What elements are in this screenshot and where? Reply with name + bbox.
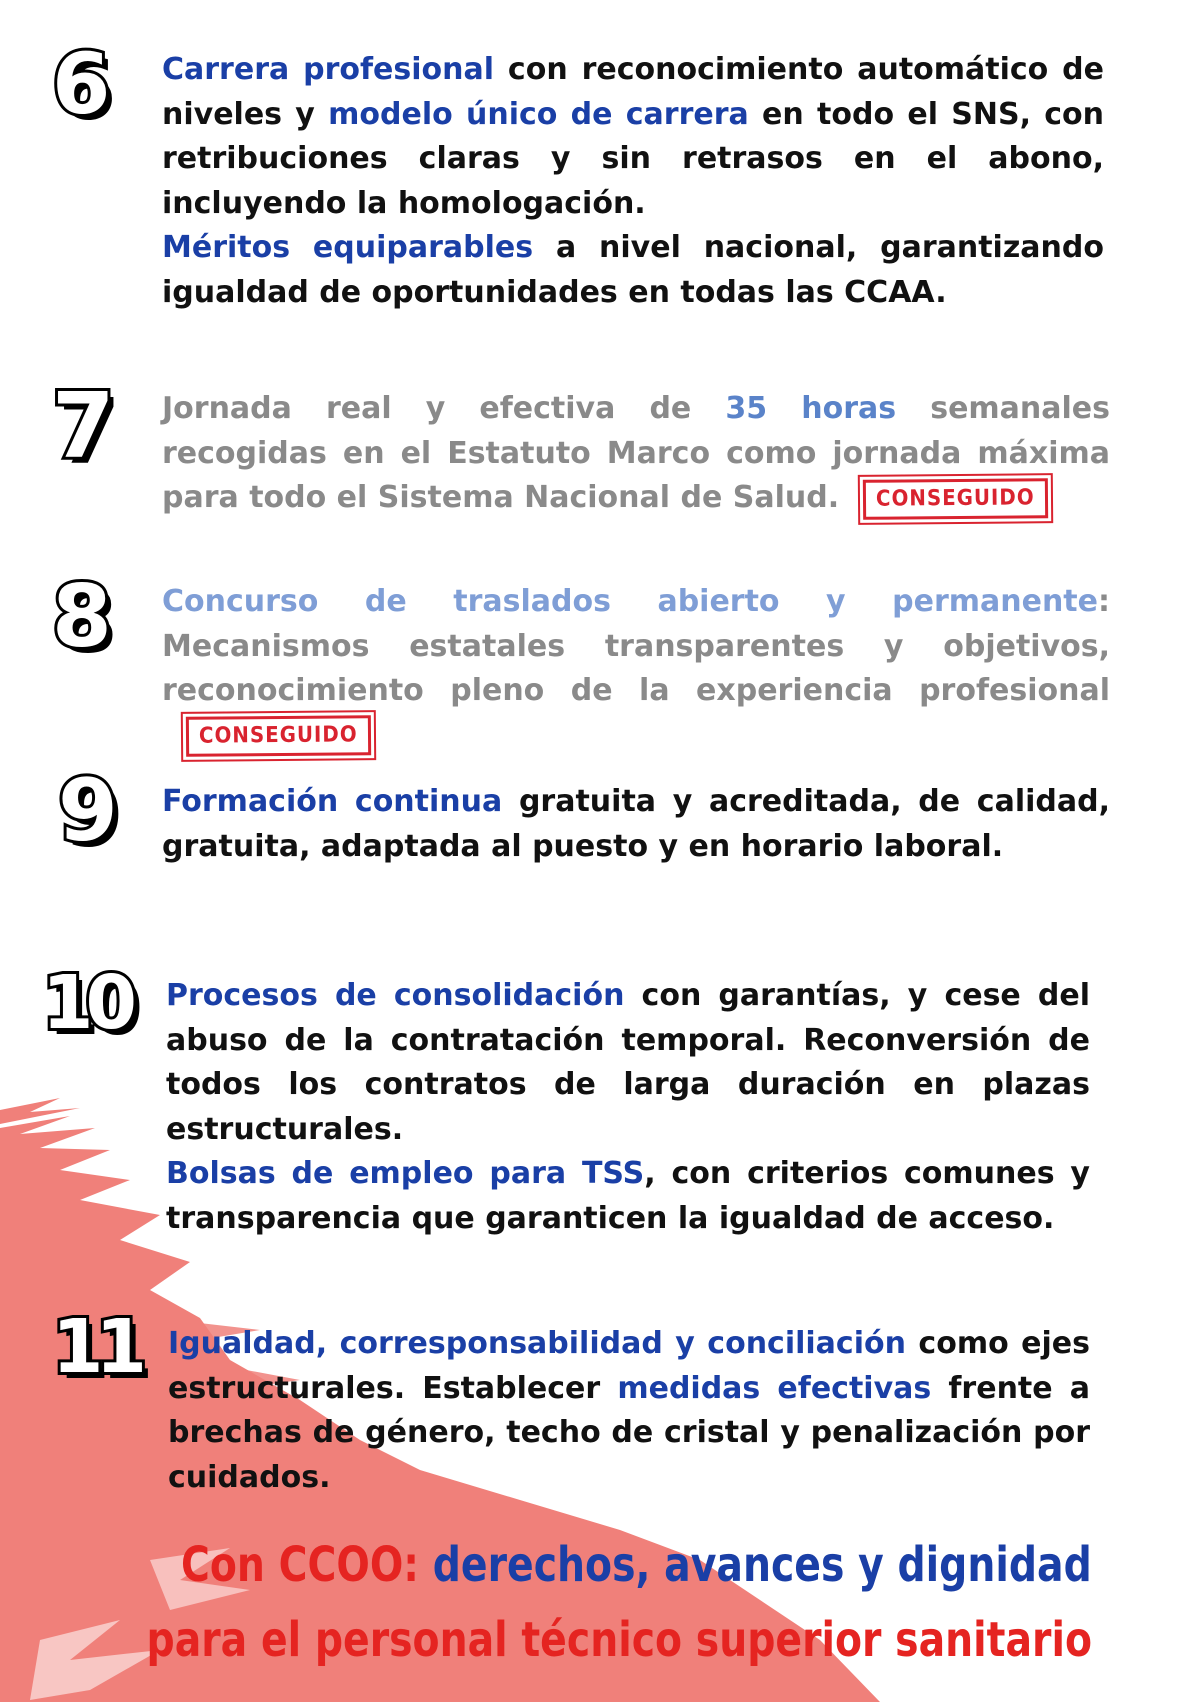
item-number: 10 [42,960,129,1046]
highlight-text: Formación continua [162,784,503,819]
body-text: frente a brechas de género, techo de cristal y penalización por cuidados. [168,1370,1090,1495]
body-text: como ejes estructurales. Establecer [168,1326,1090,1406]
item-number: 7 [52,374,115,479]
conseguido-stamp: CONSEGUIDO [863,478,1048,520]
body-text: con garantías, y cese del abuso de la contratación temporal. Reconversión de todos los contratos de larga duración en plazas estructurales. [166,978,1090,1147]
item-number: 6 [52,35,111,133]
item-text [162,387,1110,521]
item-number: 11 [52,1304,139,1390]
body-text: a nivel nacional, garantizando igualdad de oportunidades en todas las CCAA. [162,230,1104,310]
body-text: Jornada real y efectiva de [162,391,726,426]
body-text: , con criterios comunes y transparencia que garanticen la igualdad de acceso. [166,1156,1090,1236]
paragraph [166,1152,1090,1241]
conseguido-stamp: CONSEGUIDO [186,715,371,757]
slogan-line-1 [181,1530,1092,1600]
body-text: gratuita y acreditada, de calidad, gratuita, adaptada al puesto y en horario laboral. [162,784,1110,864]
highlight-text: 35 horas [725,391,897,426]
paragraph [162,48,1104,226]
highlight-text: Méritos equiparables [162,230,534,265]
slogan-rights: derechos, avances y dignidad [432,1537,1092,1593]
highlight-text: Igualdad, corresponsabilidad y conciliación [168,1326,906,1361]
highlight-text: Carrera profesional [162,52,495,87]
item-text [162,48,1104,315]
body-text: : Mecanismos estatales transparentes y objetivos, reconocimiento pleno de la experiencia profesional [162,584,1110,708]
slogan-line-2 [147,1605,1092,1675]
slogan-staff: para el personal técnico superior sanitario [146,1612,1092,1668]
paragraph [162,226,1104,315]
paragraph [166,974,1090,1152]
paragraph [162,580,1110,758]
highlight-text: Bolsas de empleo para TSS [166,1156,645,1191]
item-text [168,1322,1090,1500]
paragraph [162,780,1110,869]
paragraph [168,1322,1090,1500]
body-text: en todo el SNS, con retribuciones claras y sin retrasos en el abono, incluyendo la homologación. [162,96,1104,221]
paragraph [162,387,1110,521]
slogan-ccoo: Con CCOO: [181,1537,433,1593]
highlight-text: Procesos de consolidación [166,978,625,1013]
item-text [162,580,1110,758]
body-text: con reconocimiento automático de niveles y [162,52,1105,132]
body-text: semanales recogidas en el Estatuto Marco como jornada máxima para todo el Sistema Nacional de Salud. [162,391,1111,515]
item-number: 8 [52,567,112,667]
highlight-text: medidas efectivas [617,1370,932,1406]
highlight-text: modelo único de carrera [328,96,749,132]
item-number: 9 [58,761,118,861]
item-text [166,974,1090,1241]
highlight-text: Concurso de traslados abierto y permanente [162,584,1098,619]
item-text [162,780,1110,869]
